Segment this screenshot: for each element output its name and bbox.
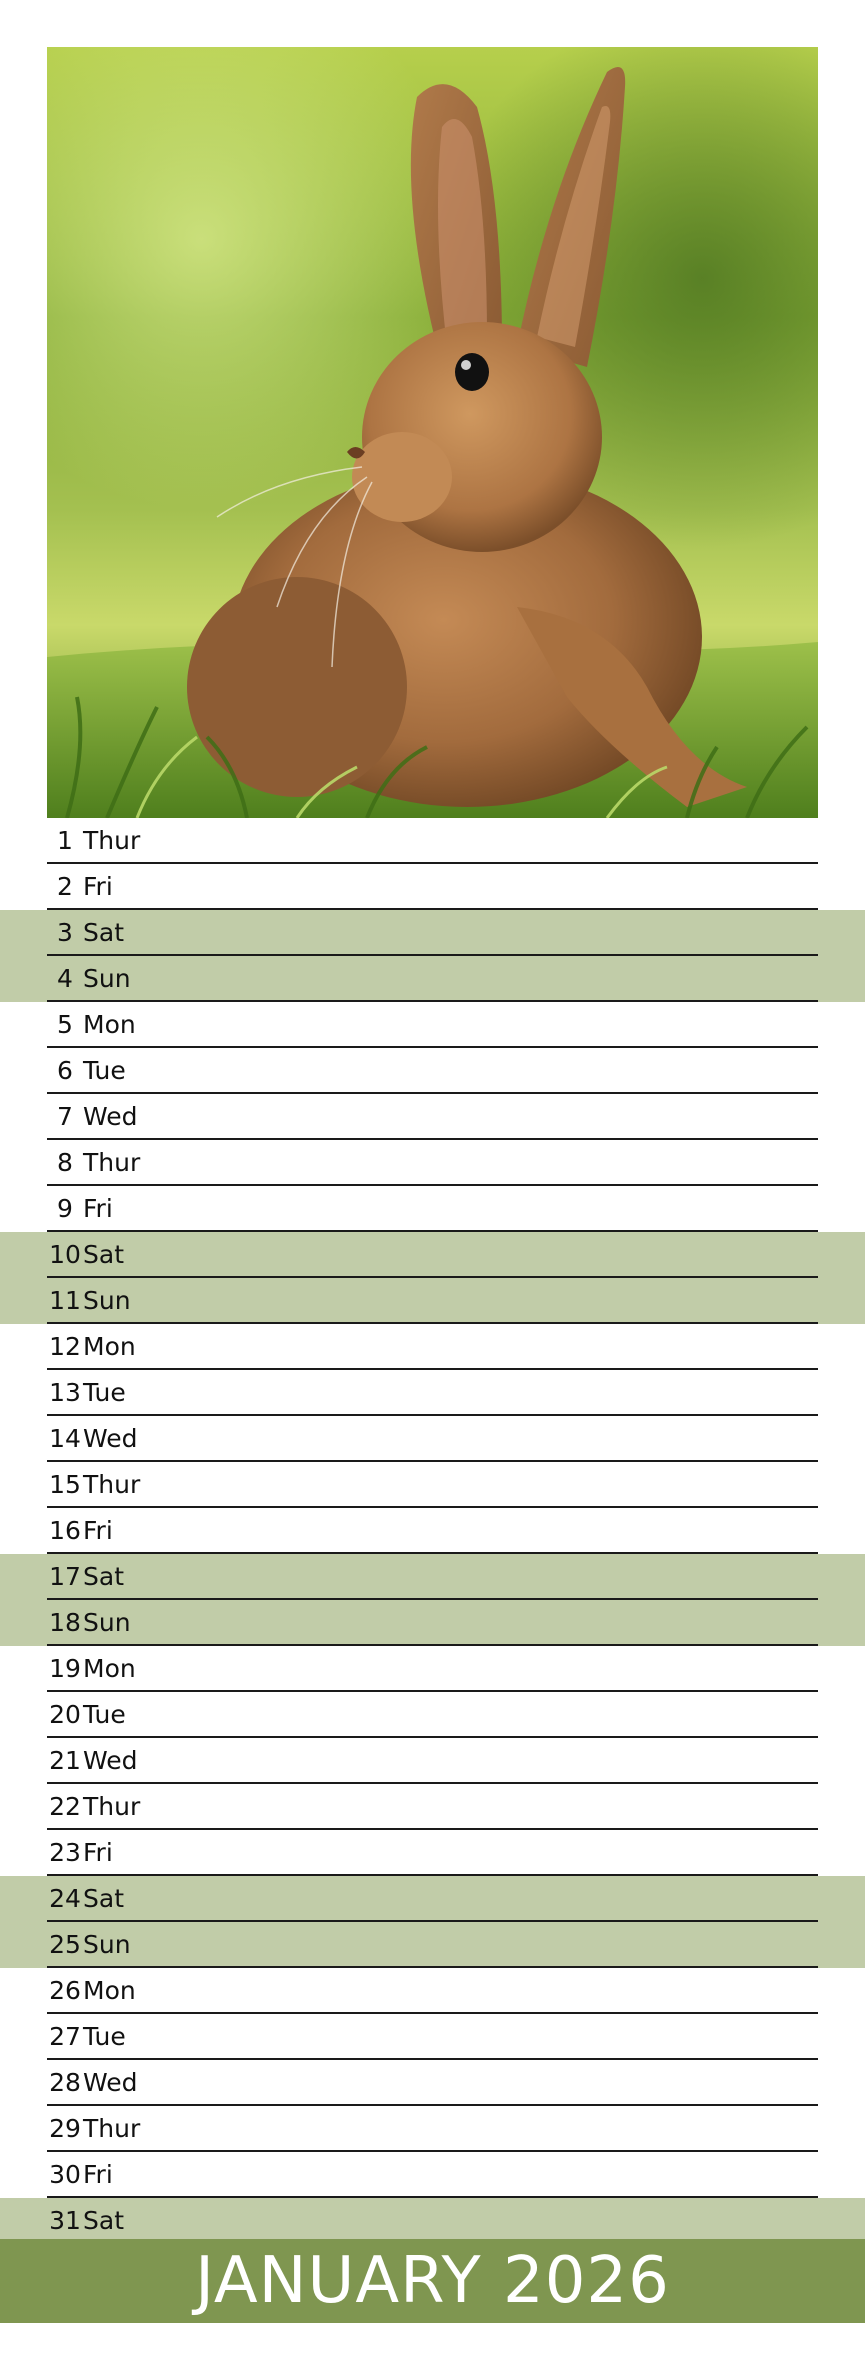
day-label [47,1974,136,2008]
day-number: 17 [49,1562,81,1591]
day-number: 20 [49,1700,81,1729]
weekday-name: Fri [83,1838,113,1867]
day-label [47,2112,140,2146]
day-label [47,962,131,996]
weekday-name: Mon [83,1010,136,1039]
day-number: 9 [57,1194,73,1223]
day-number: 1 [57,826,73,855]
day-label [47,1652,136,1686]
weekday-name: Sun [83,1608,131,1637]
day-label [47,1468,140,1502]
weekday-name: Mon [83,1976,136,2005]
weekday-name: Sun [83,1286,131,1315]
day-label [47,1836,113,1870]
day-number: 30 [49,2160,81,2189]
day-label [47,1790,140,1824]
day-number: 28 [49,2068,81,2097]
day-row [0,2014,865,2060]
day-label [47,1054,126,1088]
weekday-name: Sat [83,1240,124,1269]
day-row [0,910,865,956]
day-number: 29 [49,2114,81,2143]
day-row [0,1876,865,1922]
day-row [0,1646,865,1692]
weekday-name: Thur [83,826,141,855]
day-label [47,1928,131,1962]
weekday-name: Sat [83,2206,124,2235]
day-row [0,1002,865,1048]
day-number: 18 [49,1608,81,1637]
day-row [0,2106,865,2152]
day-number: 13 [49,1378,81,1407]
weekday-name: Fri [83,1194,113,1223]
weekday-name: Sat [83,1562,124,1591]
day-row [0,1600,865,1646]
day-row [0,1048,865,1094]
weekday-name: Fri [83,872,113,901]
day-number: 4 [57,964,73,993]
day-label [47,2158,113,2192]
day-label [47,1100,138,1134]
day-row [0,1968,865,2014]
day-label [47,870,113,904]
weekday-name: Wed [83,1746,138,1775]
day-number: 31 [49,2206,81,2235]
day-row [0,1692,865,1738]
day-row [0,2152,865,2198]
day-label [47,1008,136,1042]
day-label [47,824,140,858]
day-row [0,1370,865,1416]
weekday-name: Thur [83,1792,141,1821]
day-number: 10 [49,1240,81,1269]
day-label [47,1330,136,1364]
day-row [0,1922,865,1968]
day-label [47,916,124,950]
day-number: 26 [49,1976,81,2005]
day-row [0,1094,865,1140]
day-number: 19 [49,1654,81,1683]
weekday-name: Thur [83,1470,141,1499]
day-number: 14 [49,1424,81,1453]
day-label [47,1698,126,1732]
day-label [47,1192,113,1226]
weekday-name: Tue [83,1378,126,1407]
day-label [47,1606,131,1640]
day-number: 11 [49,1286,81,1315]
day-number: 5 [57,1010,73,1039]
day-row [0,1324,865,1370]
day-row [0,818,865,864]
day-row [0,1738,865,1784]
day-label [47,1560,124,1594]
weekday-name: Fri [83,1516,113,1545]
day-label [47,1284,131,1318]
day-row [0,1508,865,1554]
weekday-name: Sat [83,1884,124,1913]
day-number: 23 [49,1838,81,1867]
weekday-name: Sun [83,1930,131,1959]
weekday-name: Thur [83,2114,141,2143]
day-row [0,1232,865,1278]
weekday-name: Wed [83,1102,138,1131]
weekday-name: Fri [83,2160,113,2189]
day-number: 21 [49,1746,81,1775]
day-label [47,1376,126,1410]
day-row [0,2198,865,2244]
day-number: 3 [57,918,73,947]
weekday-name: Tue [83,2022,126,2051]
day-label [47,2204,124,2238]
day-label [47,1238,124,1272]
day-number: 15 [49,1470,81,1499]
weekday-name: Tue [83,1056,126,1085]
weekday-name: Tue [83,1700,126,1729]
day-label [47,1146,140,1180]
day-row [0,1784,865,1830]
day-number: 6 [57,1056,73,1085]
day-row [0,1462,865,1508]
day-label [47,1744,138,1778]
day-row [0,956,865,1002]
day-number: 2 [57,872,73,901]
day-number: 27 [49,2022,81,2051]
day-row [0,1830,865,1876]
day-number: 22 [49,1792,81,1821]
day-label [47,1422,138,1456]
month-banner: JANUARY 2026 [0,2239,865,2323]
day-number: 8 [57,1148,73,1177]
weekday-name: Wed [83,2068,138,2097]
day-row [0,1554,865,1600]
weekday-name: Mon [83,1654,136,1683]
weekday-name: Mon [83,1332,136,1361]
day-label [47,2066,138,2100]
day-row [0,1278,865,1324]
day-number: 16 [49,1516,81,1545]
day-row [0,1140,865,1186]
weekday-name: Wed [83,1424,138,1453]
day-row [0,2060,865,2106]
day-row [0,1416,865,1462]
day-number: 7 [57,1102,73,1131]
day-row [0,864,865,910]
weekday-name: Sun [83,964,131,993]
day-number: 12 [49,1332,81,1361]
day-label [47,2020,126,2054]
day-row [0,1186,865,1232]
day-number: 25 [49,1930,81,1959]
day-label [47,1514,113,1548]
weekday-name: Sat [83,918,124,947]
rabbit-photo [47,47,818,818]
day-number: 24 [49,1884,81,1913]
day-list [0,818,865,2244]
day-label [47,1882,124,1916]
weekday-name: Thur [83,1148,141,1177]
